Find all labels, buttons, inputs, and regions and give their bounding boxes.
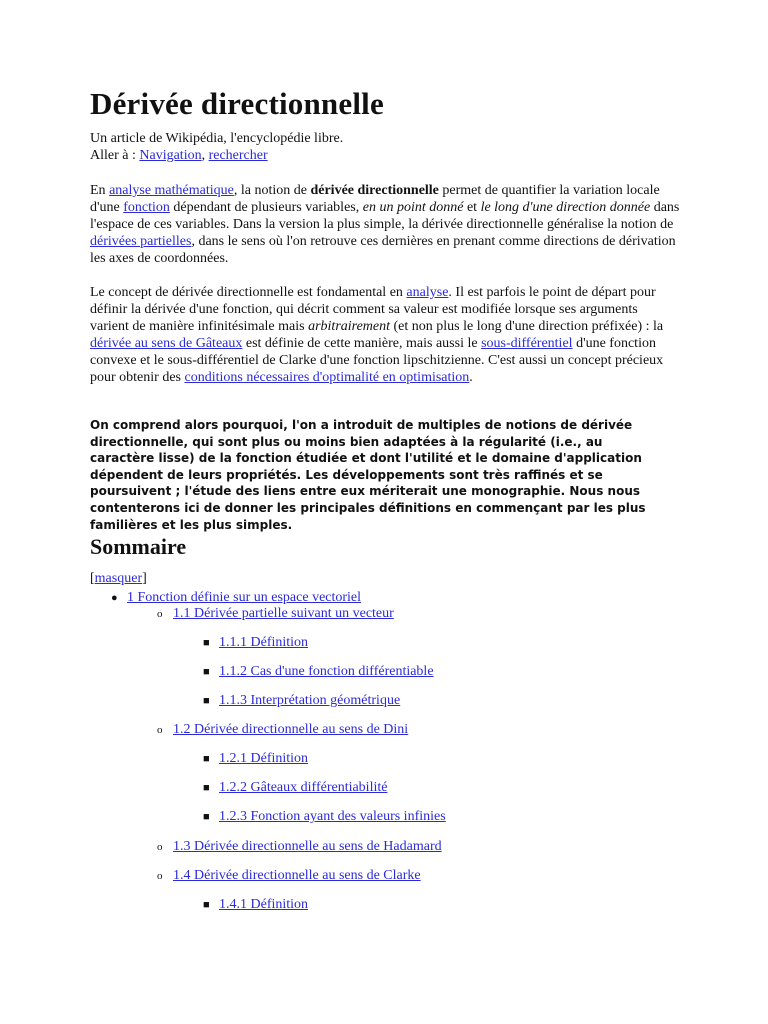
- goto-line: [90, 147, 680, 164]
- text-run: , dans le sens où l'on retrouve ces dernières en prenant comme directions de dérivation les axes de coordonnées.: [90, 234, 676, 266]
- paragraph-concept: [90, 284, 680, 386]
- text-run: dans l'espace de ces variables. Dans la version la plus simple, la dérivée directionnelle généralise la notion de: [90, 200, 680, 232]
- bullet-icon: ■: [203, 666, 210, 678]
- link-analyse-mathematique[interactable]: analyse mathématique: [109, 183, 234, 198]
- toc-toggle: [90, 571, 680, 587]
- toc-link[interactable]: 1.2.3 Fonction ayant des valeurs infinies: [219, 809, 446, 824]
- bullet-icon: ■: [203, 899, 210, 911]
- toc-link[interactable]: 1.1.1 Définition: [219, 635, 309, 650]
- toc-hide-link[interactable]: masquer: [94, 571, 143, 586]
- goto-separator: ,: [201, 148, 206, 163]
- paragraph-intro: [90, 182, 680, 267]
- toc-link[interactable]: 1.3 Dérivée directionnelle au sens de Hadamard: [173, 839, 442, 854]
- bullet-icon: o: [157, 608, 163, 620]
- emphasis: le long d'une direction donnée: [480, 200, 651, 215]
- toc-item-1-2-1: [203, 750, 308, 768]
- link-sous-differentiel[interactable]: sous-différentiel: [481, 336, 573, 351]
- link-derivees-partielles[interactable]: dérivées partielles: [90, 234, 192, 249]
- toc-item-1-1-2: [203, 663, 434, 681]
- paragraph-notions: On comprend alors pourquoi, l'on a introduit de multiples de notions de dérivée directionnelle, qui sont plus ou moins bien adaptées à la régularité (i.e., au caractère lisse) de la fonction étudiée et dont l'utilité et le domaine d'application dépendent de leurs propriétés. Les développements sont très raffinés et se poursuivent ; l'étude des liens entre eux mériterait une monographie. Nous nous contenterons ici de donner les principales définitions en commençant par les plus familières et les plus simples.: [90, 418, 646, 532]
- bullet-icon: ■: [203, 695, 210, 707]
- text-run: .: [469, 370, 473, 385]
- page-title: Dérivée directionnelle: [90, 86, 384, 121]
- toc-item-1-1-1: [203, 634, 308, 652]
- toc-item-1-2-2: [203, 779, 387, 797]
- bold-term: dérivée directionnelle: [310, 183, 439, 198]
- toc-item-1-1: [157, 605, 394, 623]
- link-conditions-optimalite[interactable]: conditions nécessaires d'optimalité en optimisation: [184, 370, 470, 385]
- bracket: [: [90, 571, 95, 586]
- text-run: est définie de cette manière, mais aussi le: [242, 336, 482, 351]
- article-intro: [90, 130, 680, 164]
- text-run: permet de quantifier la variation locale d'une: [90, 183, 660, 215]
- toc-item-1-4-1: [203, 896, 308, 914]
- bracket: ]: [142, 571, 147, 586]
- bullet-icon: ●: [111, 592, 118, 604]
- text-run: . Il est parfois le point de départ pour définir la dérivée d'une fonction, qui décrit comment sa valeur est modifiée lorsque ses arguments varient de manière infinitésimale mais: [90, 285, 656, 334]
- toc-link[interactable]: 1.4 Dérivée directionnelle au sens de Clarke: [173, 868, 421, 883]
- toc-link[interactable]: 1.1.2 Cas d'une fonction différentiable: [219, 664, 434, 679]
- bullet-icon: o: [157, 870, 163, 882]
- emphasis: en un point donné: [362, 200, 464, 215]
- toc-item-1-3: [157, 838, 442, 856]
- text-run: et: [463, 200, 481, 215]
- bullet-icon: ■: [203, 637, 210, 649]
- text-run: En: [90, 183, 110, 198]
- bullet-icon: o: [157, 841, 163, 853]
- tagline: Un article de Wikipédia, l'encyclopédie libre.: [90, 131, 344, 146]
- link-fonction[interactable]: fonction: [123, 200, 170, 215]
- toc-link[interactable]: 1.2 Dérivée directionnelle au sens de Dini: [173, 722, 409, 737]
- navigation-link[interactable]: Navigation: [139, 148, 202, 163]
- emphasis: arbitrairement: [308, 319, 391, 334]
- text-run: d'une fonction convexe et le sous-différentiel de Clarke d'une fonction lipschitzienne. C'est aussi un concept précieux pour obtenir des: [90, 336, 664, 385]
- link-derivee-gateaux[interactable]: dérivée au sens de Gâteaux: [90, 336, 243, 351]
- text-run: (et non plus le long d'une direction préfixée) : la: [390, 319, 664, 334]
- text-run: , la notion de: [233, 183, 311, 198]
- toc-link[interactable]: 1.2.1 Définition: [219, 751, 309, 766]
- bullet-icon: ■: [203, 782, 210, 794]
- toc-item-1-4: [157, 867, 421, 885]
- toc-title: Sommaire: [90, 534, 187, 559]
- toc-link[interactable]: 1 Fonction définie sur un espace vectoriel: [127, 590, 362, 605]
- toc-link[interactable]: 1.1 Dérivée partielle suivant un vecteur: [173, 606, 394, 621]
- bullet-icon: ■: [203, 753, 210, 765]
- toc-item-1-1-3: [203, 692, 400, 710]
- text-run: dépendant de plusieurs variables,: [169, 200, 363, 215]
- toc-link[interactable]: 1.4.1 Définition: [219, 897, 309, 912]
- toc-link[interactable]: 1.2.2 Gâteaux différentiabilité: [219, 780, 388, 795]
- link-analyse[interactable]: analyse: [406, 285, 449, 300]
- bullet-icon: o: [157, 724, 163, 736]
- goto-label: Aller à :: [90, 148, 136, 163]
- text-run: Le concept de dérivée directionnelle est fondamental en: [90, 285, 407, 300]
- bullet-icon: ■: [203, 811, 210, 823]
- toc-link[interactable]: 1.1.3 Interprétation géométrique: [219, 693, 401, 708]
- search-link[interactable]: rechercher: [208, 148, 268, 163]
- toc-item-1-2-3: [203, 808, 446, 826]
- toc-item-1-2: [157, 721, 408, 739]
